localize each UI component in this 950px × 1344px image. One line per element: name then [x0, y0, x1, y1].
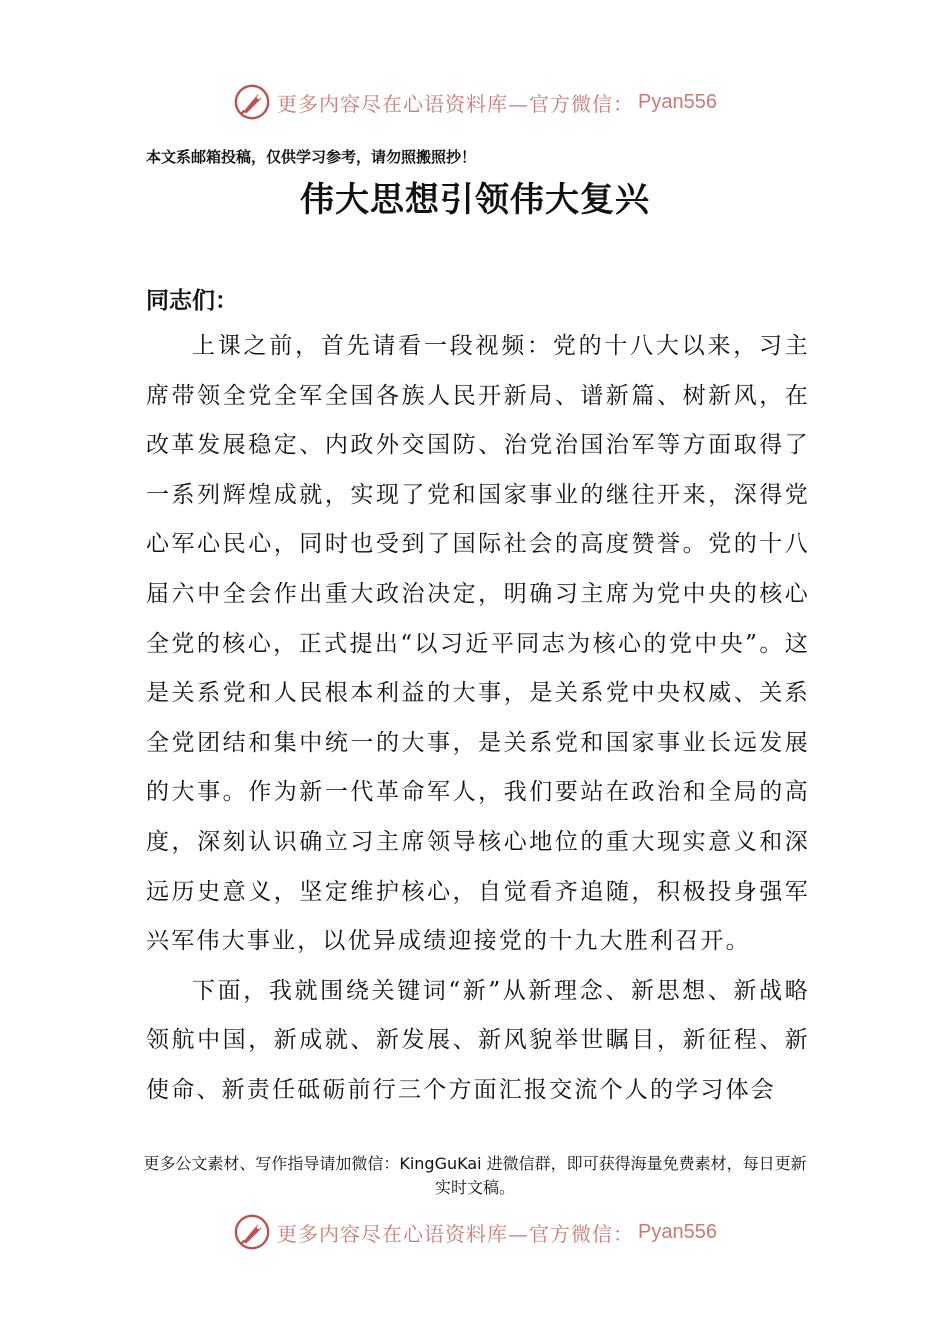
document-title: 伟大思想引领伟大复兴 [300, 180, 650, 220]
footer-note: 更多公文素材、写作指导请加微信：KingGuKai 进微信群，即可获得海量免费素材，每日更新实时文稿。 [143, 1154, 807, 1197]
submission-notice: 本文系邮箱投稿，仅供学习参考，请勿照搬照抄！ [146, 148, 477, 166]
watermark-header [0, 82, 950, 122]
body-paragraph: 下面，我就围绕关键词“新”从新理念、新思想、新战略领航中国，新成就、新发展、新风貌举世瞩目，新征程、新使命、新责任砥砺前行三个方面汇报交流个人的学习体会 [146, 977, 810, 1103]
watermark-footer [0, 1212, 950, 1252]
pen-nib-logo [233, 1213, 271, 1251]
watermark-text: 更多内容尽在心语资料库—官方微信： [277, 1221, 635, 1246]
watermark-wechat-id: Pyan556 [638, 90, 717, 113]
watermark-text: 更多内容尽在心语资料库—官方微信： [277, 91, 635, 116]
watermark-wechat-id: Pyan556 [638, 1220, 717, 1243]
document-body [146, 322, 810, 1116]
salutation: 同志们： [146, 287, 238, 314]
body-paragraph: 上课之前，首先请看一段视频：党的十八大以来，习主席带领全党全军全国各族人民开新局、谱新篇、树新风，在改革发展稳定、内政外交国防、治党治国治军等方面取得了一系列辉煌成就，实现了党和国家事业的继往开来，深得党心军心民心，同时也受到了国际社会的高度赞誉。党的十八届六中全会作出重大政治决定，明确习主席为党中央的核心全党的核心，正式提出“以习近平同志为核心的党中央”。这是关系党和人民根本利益的大事，是关系党中央权威、关系全党团结和集中统一的大事，是关系党和国家事业长远发展的大事。作为新一代革命军人，我们要站在政治和全局的高度，深刻认识确立习主席领导核心地位的重大现实意义和深远历史意义，坚定维护核心，自觉看齐追随，积极投身强军兴军伟大事业，以优异成绩迎接党的十九大胜利召开。 [146, 333, 810, 955]
pen-nib-logo [233, 83, 271, 121]
